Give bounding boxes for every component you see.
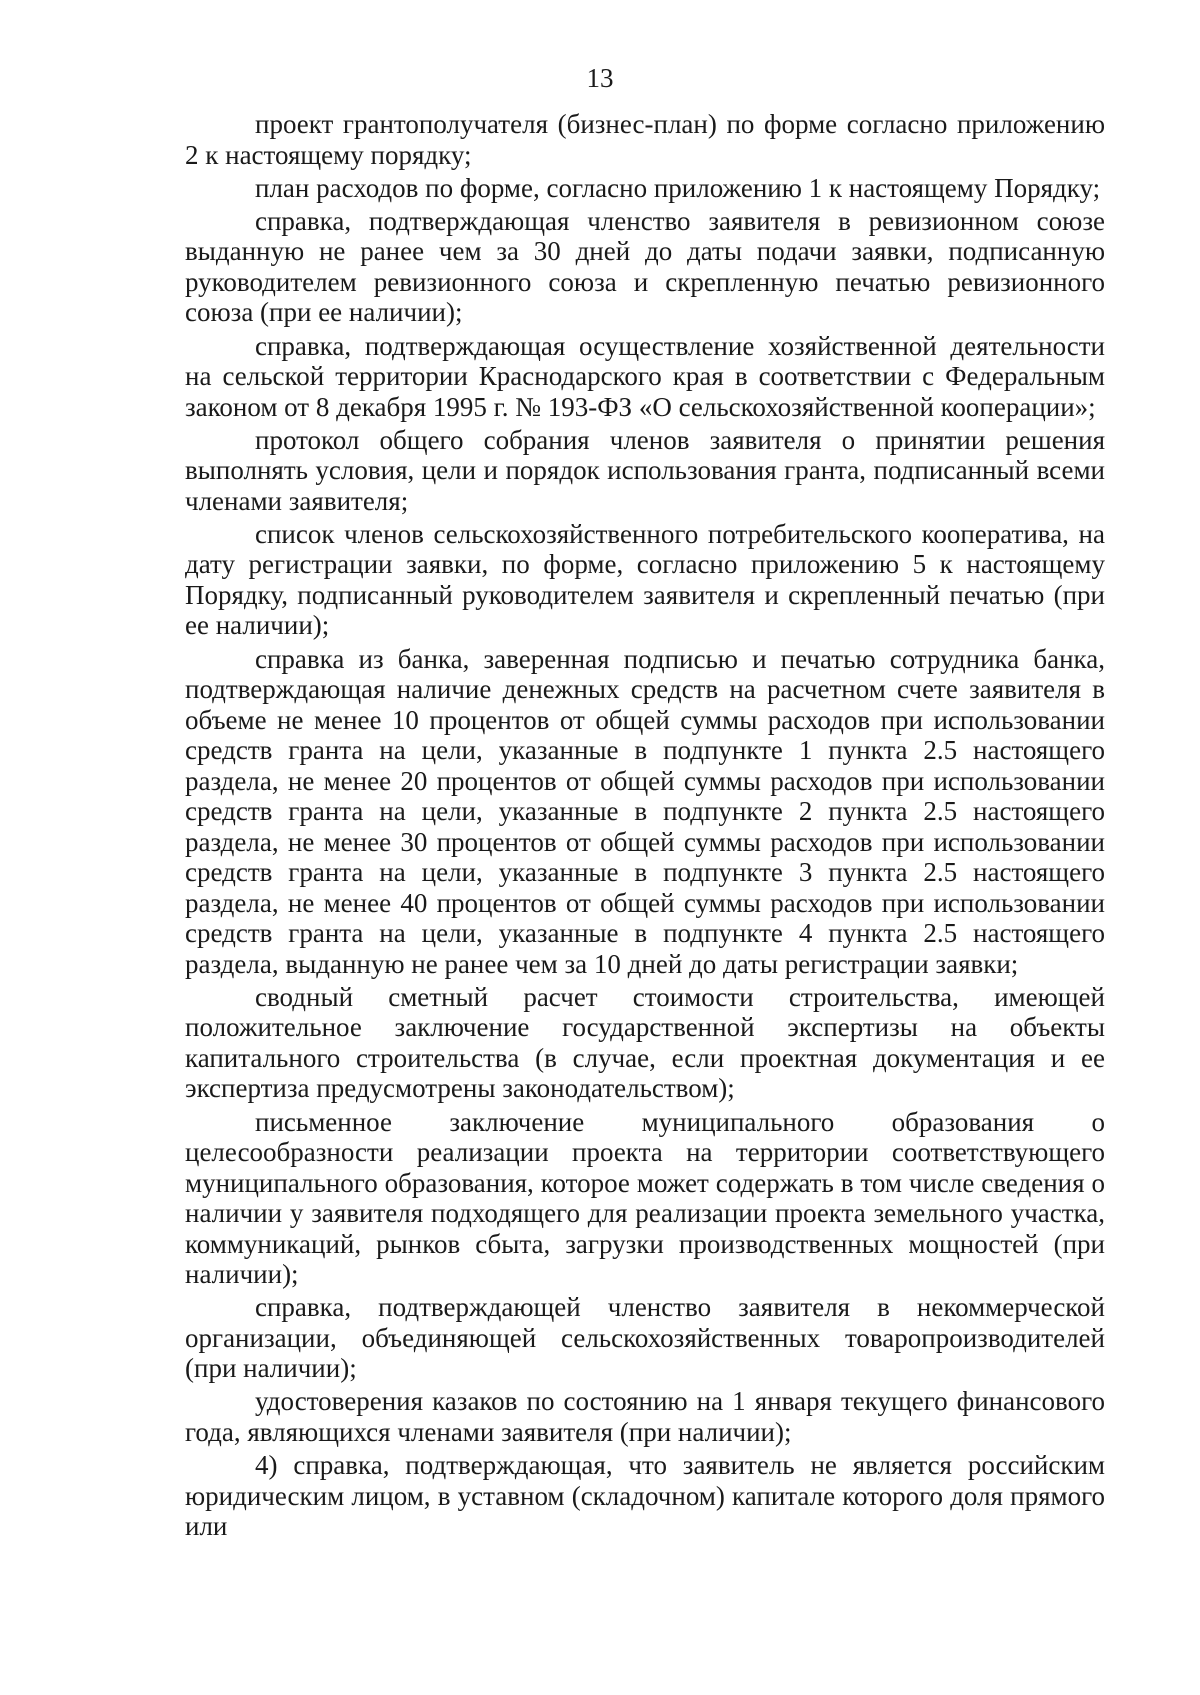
paragraph-business-plan: проект грантополучателя (бизнес-план) по форме согласно приложению 2 к настоящему порядку; — [185, 109, 1105, 170]
paragraph-general-meeting-protocol: протокол общего собрания членов заявителя о принятии решения выполнять условия, цели и порядок использования гранта, подписанный всеми членами заявителя; — [185, 424, 1105, 516]
paragraph-bank-certificate: справка из банка, заверенная подписью и печатью сотрудника банка, подтверждающая наличие денежных средств на расчетном счете заявителя в объеме не менее 10 процентов от общей суммы расходов при использовании средств гранта на цели, указанные в подпункте 1 пункта 2.5 настоящего раздела, не менее 20 процентов от общей суммы расходов при использовании средств гранта на цели, указанные в подпункте 2 пункта 2.5 настоящего раздела, не менее 30 процентов от общей суммы расходов при использовании средств гранта на цели, указанные в подпункте 3 пункта 2.5 настоящего раздела, не менее 40 процентов от общей суммы расходов при использовании средств гранта на цели, указанные в подпункте 4 пункта 2.5 настоящего раздела, выданную не ранее чем за 10 дней до даты регистрации заявки; — [185, 643, 1105, 979]
paragraph-expense-plan: план расходов по форме, согласно приложению 1 к настоящему Порядку; — [255, 172, 1101, 203]
paragraph-foreign-capital-certificate: 4) справка, подтверждающая, что заявитель не является российским юридическим лицом, в уставном (складочном) капитале которого доля прямого или — [185, 1450, 1105, 1542]
paragraph-members-list: список членов сельскохозяйственного потребительского кооператива, на дату регистрации заявки, по форме, согласно приложению 5 к настоящему Порядку, подписанный руководителем заявителя и скрепленный печатью (при ее наличии); — [185, 518, 1105, 641]
document-body — [185, 109, 1105, 1544]
paragraph-cost-estimate: сводный сметный расчет стоимости строительства, имеющей положительное заключение государственной экспертизы на объекты капитального строительства (в случае, если проектная документация и ее экспертиза предусмотрены законодательством); — [185, 981, 1105, 1104]
paragraph-cossack-certificates: удостоверения казаков по состоянию на 1 января текущего финансового года, являющихся членами заявителя (при наличии); — [185, 1386, 1105, 1447]
page-number: 13 — [586, 63, 614, 93]
paragraph-nonprofit-membership: справка, подтверждающей членство заявителя в некоммерческой организации, объединяющей сельскохозяйственных товаропроизводителей (при наличии); — [185, 1292, 1105, 1384]
paragraph-municipal-conclusion: письменное заключение муниципального образования о целесообразности реализации проекта на территории соответствующего муниципального образования, которое может содержать в том числе сведения о наличии у заявителя подходящего для реализации проекта земельного участка, коммуникаций, рынков сбыта, загрузки производственных мощностей (при наличии); — [185, 1106, 1105, 1289]
paragraph-economic-activity-certificate: справка, подтверждающая осуществление хозяйственной деятельности на сельской территории Краснодарского края в соответствии с Федеральным законом от 8 декабря 1995 г. № 193-ФЗ «О сельскохозяйственной кооперации»; — [185, 330, 1105, 422]
paragraph-audit-union-certificate: справка, подтверждающая членство заявителя в ревизионном союзе выданную не ранее чем за 30 дней до даты подачи заявки, подписанную руководителем ревизионного союза и скрепленную печатью ревизионного союза (при ее наличии); — [185, 205, 1105, 328]
